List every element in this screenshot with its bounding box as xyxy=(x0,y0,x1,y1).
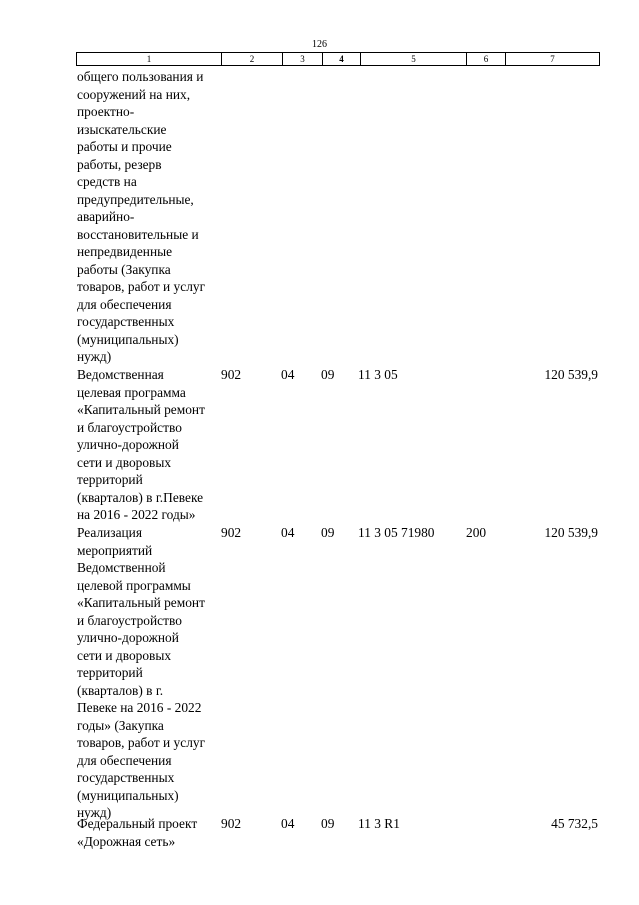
row-name-line: аварийно- xyxy=(77,209,135,224)
row-name-line: улично-дорожной xyxy=(77,630,179,645)
row-name-line: нужд) xyxy=(77,805,112,820)
row-name-line: непредвиденные xyxy=(77,244,173,259)
row-name-line: сети и дворовых xyxy=(77,647,172,663)
column-header-2: 2 xyxy=(222,53,283,66)
row-csr: 11 3 R1 xyxy=(358,816,400,831)
row-name-line: нужд) xyxy=(77,349,112,364)
row-name-line: «Капитальный ремонт xyxy=(77,402,205,417)
row-name-line: восстановительные и xyxy=(77,226,199,242)
row-name-line: (муниципальных) xyxy=(77,787,179,803)
column-header-4: 4 xyxy=(323,53,361,66)
row-pr: 09 xyxy=(321,816,335,831)
row-name-line: товаров, работ и услуг xyxy=(77,279,206,294)
row-csr: 11 3 05 xyxy=(358,367,398,382)
row-name-line: работы (Закупка xyxy=(77,261,171,277)
column-header-6: 6 xyxy=(467,53,506,66)
row-name xyxy=(77,815,222,850)
row-csr: 11 3 05 71980 xyxy=(358,525,435,540)
row-name-line: и благоустройство xyxy=(77,419,182,435)
row-name-line: работы, резерв xyxy=(77,156,162,172)
column-header-1: 1 xyxy=(77,53,222,66)
row-name-line: общего пользования и xyxy=(77,69,204,84)
row-name-line: на 2016 - 2022 годы» xyxy=(77,507,196,522)
row-pr: 09 xyxy=(321,367,335,382)
row-name-line: для обеспечения xyxy=(77,296,172,312)
row-name-line: Ведомственная xyxy=(77,367,164,382)
row-name-line: проектно- xyxy=(77,104,135,119)
row-pr: 09 xyxy=(321,525,335,540)
row-name-line: мероприятий xyxy=(77,542,153,558)
column-header-row xyxy=(77,53,600,66)
row-name-line: и благоустройство xyxy=(77,612,182,628)
row-name-line: (кварталов) в г.Певеке xyxy=(77,489,204,505)
row-rz: 04 xyxy=(281,816,295,831)
row-name-line: изыскательские xyxy=(77,121,167,137)
row-name-line: Певеке на 2016 - 2022 xyxy=(77,700,202,715)
row-name-line: для обеспечения xyxy=(77,752,172,768)
column-header-table xyxy=(76,52,600,66)
row-name-line: территорий xyxy=(77,665,143,680)
row-ved: 902 xyxy=(221,816,242,831)
column-header-5: 5 xyxy=(361,53,467,66)
column-header-3: 3 xyxy=(283,53,323,66)
row-name-line: товаров, работ и услуг xyxy=(77,735,206,750)
page-number: 126 xyxy=(312,39,327,50)
row-sum: 120 539,9 xyxy=(544,367,598,382)
row-vr: 200 xyxy=(466,525,487,540)
row-name-line: сети и дворовых xyxy=(77,454,172,470)
row-name-line: Реализация xyxy=(77,525,143,540)
row-name-line: государственных xyxy=(77,314,175,329)
row-rz: 04 xyxy=(281,525,295,540)
row-name-line: предупредительные, xyxy=(77,191,194,207)
column-header-7: 7 xyxy=(506,53,600,66)
row-name-line: (кварталов) в г. xyxy=(77,682,164,698)
row-name-line: «Капитальный ремонт xyxy=(77,595,205,610)
row-name-line: годы» (Закупка xyxy=(77,717,164,733)
row-name-line: работы и прочие xyxy=(77,139,172,154)
row-name-line: средств на xyxy=(77,174,137,189)
row-ved: 902 xyxy=(221,525,242,540)
row-name-line: Федеральный проект xyxy=(77,816,198,831)
row-name xyxy=(77,68,222,366)
row-sum: 45 732,5 xyxy=(551,816,598,831)
row-name-line: государственных xyxy=(77,770,175,785)
row-name-line: целевая программа xyxy=(77,384,186,400)
row-rz: 04 xyxy=(281,367,295,382)
row-name-line: Ведомственной xyxy=(77,560,166,575)
row-name xyxy=(77,366,222,524)
row-name-line: «Дорожная сеть» xyxy=(77,833,176,849)
row-name-line: территорий xyxy=(77,472,143,487)
row-sum: 120 539,9 xyxy=(544,525,598,540)
row-name-line: улично-дорожной xyxy=(77,437,179,452)
row-name-line: (муниципальных) xyxy=(77,331,179,347)
row-ved: 902 xyxy=(221,367,242,382)
row-name xyxy=(77,524,222,822)
row-name-line: целевой программы xyxy=(77,577,191,593)
row-name-line: сооружений на них, xyxy=(77,86,191,102)
